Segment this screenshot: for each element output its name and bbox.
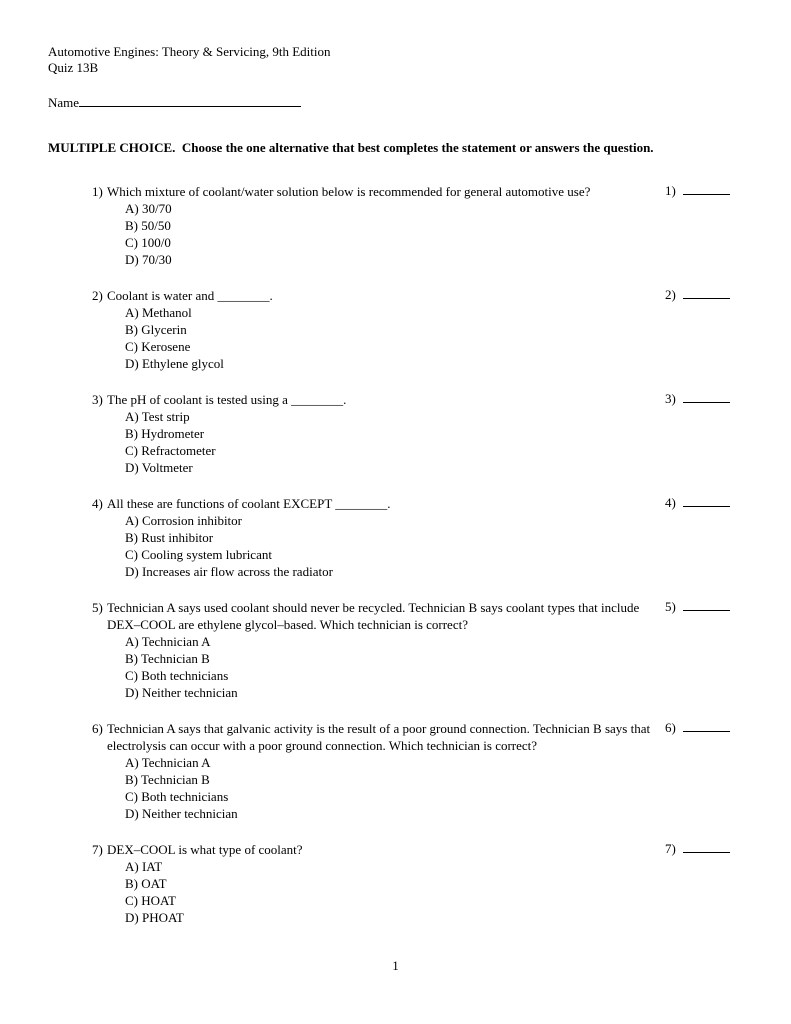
- answer-choice: D) Ethylene glycol: [125, 356, 224, 371]
- question-line: [92, 495, 665, 512]
- answer-choice: D) Neither technician: [125, 806, 238, 821]
- answer-area: [665, 841, 745, 926]
- question-text: Coolant is water and ________.: [107, 288, 273, 303]
- question-line: [92, 720, 665, 754]
- answer-area: [665, 287, 745, 372]
- answer-choice: D) Neither technician: [125, 685, 238, 700]
- question-text: DEX–COOL is what type of coolant?: [107, 842, 303, 857]
- question-block: [92, 391, 745, 476]
- answer-choice: B) OAT: [125, 876, 167, 891]
- answer-blank[interactable]: [683, 720, 730, 732]
- question-block: [92, 495, 745, 580]
- choices-list: [92, 200, 665, 268]
- page-number: 1: [392, 958, 399, 973]
- answer-number: 5): [665, 599, 676, 614]
- question-line: [92, 287, 665, 304]
- answer-choice: C) 100/0: [125, 235, 171, 250]
- answer-area: [665, 599, 745, 701]
- name-row: [48, 94, 745, 111]
- answer-number: 4): [665, 495, 676, 510]
- answer-choice: A) Test strip: [125, 409, 190, 424]
- question-text: The pH of coolant is tested using a ________.: [107, 392, 347, 407]
- question-text: Technician A says that galvanic activity is the result of a poor ground connection. Technician B says that electrolysis can occur with a poor ground connection. Which technician is correct?: [107, 721, 651, 753]
- question-block: [92, 720, 745, 822]
- quiz-number: Quiz 13B: [48, 60, 99, 75]
- answer-choice: C) Both technicians: [125, 668, 229, 683]
- answer-choice: D) 70/30: [125, 252, 172, 267]
- name-input-line[interactable]: [79, 94, 301, 107]
- document-title: Automotive Engines: Theory & Servicing, 9th Edition: [48, 44, 331, 59]
- question-main: [92, 720, 665, 822]
- answer-choice: A) Technician A: [125, 755, 211, 770]
- answer-choice: C) Refractometer: [125, 443, 216, 458]
- question-main: [92, 841, 665, 926]
- answer-choice: B) Hydrometer: [125, 426, 205, 441]
- answer-choice: A) Corrosion inhibitor: [125, 513, 242, 528]
- question-number: 2): [92, 288, 103, 303]
- question-number: 4): [92, 496, 103, 511]
- answer-choice: B) Rust inhibitor: [125, 530, 214, 545]
- answer-choice: B) Technician B: [125, 651, 210, 666]
- question-number: 7): [92, 842, 103, 857]
- instructions-text: MULTIPLE CHOICE. Choose the one alternative that best completes the statement or answers the question.: [48, 140, 654, 155]
- question-number: 6): [92, 721, 103, 736]
- answer-area: [665, 391, 745, 476]
- question-text: Which mixture of coolant/water solution below is recommended for general automotive use?: [107, 184, 591, 199]
- question-line: [92, 183, 665, 200]
- question-number: 3): [92, 392, 103, 407]
- answer-choice: D) Increases air flow across the radiator: [125, 564, 333, 579]
- answer-choice: D) Voltmeter: [125, 460, 193, 475]
- question-line: [92, 391, 665, 408]
- answer-blank[interactable]: [683, 391, 730, 403]
- answer-area: [665, 183, 745, 268]
- question-main: [92, 183, 665, 268]
- answer-choice: D) PHOAT: [125, 910, 184, 925]
- answer-choice: C) Cooling system lubricant: [125, 547, 272, 562]
- answer-number: 1): [665, 183, 676, 198]
- answer-choice: B) Glycerin: [125, 322, 187, 337]
- question-main: [92, 391, 665, 476]
- choices-list: [92, 512, 665, 580]
- choices-list: [92, 754, 665, 822]
- questions-list: [92, 183, 745, 926]
- question-block: [92, 841, 745, 926]
- answer-blank[interactable]: [683, 495, 730, 507]
- question-main: [92, 495, 665, 580]
- question-number: 5): [92, 600, 103, 615]
- choices-list: [92, 633, 665, 701]
- answer-blank[interactable]: [683, 183, 730, 195]
- answer-blank[interactable]: [683, 841, 730, 853]
- answer-choice: B) Technician B: [125, 772, 210, 787]
- question-block: [92, 287, 745, 372]
- answer-choice: C) Kerosene: [125, 339, 191, 354]
- question-main: [92, 287, 665, 372]
- answer-choice: A) IAT: [125, 859, 163, 874]
- question-main: [92, 599, 665, 701]
- question-text: All these are functions of coolant EXCEPT ________.: [107, 496, 391, 511]
- question-line: [92, 841, 665, 858]
- choices-list: [92, 408, 665, 476]
- question-line: [92, 599, 665, 633]
- answer-choice: A) 30/70: [125, 201, 172, 216]
- answer-number: 6): [665, 720, 676, 735]
- name-label: Name: [48, 95, 80, 110]
- question-number: 1): [92, 184, 103, 199]
- answer-blank[interactable]: [683, 599, 730, 611]
- question-block: [92, 599, 745, 701]
- answer-choice: A) Methanol: [125, 305, 192, 320]
- answer-number: 3): [665, 391, 676, 406]
- answer-choice: C) Both technicians: [125, 789, 229, 804]
- choices-list: [92, 304, 665, 372]
- choices-list: [92, 858, 665, 926]
- answer-number: 7): [665, 841, 676, 856]
- answer-choice: C) HOAT: [125, 893, 176, 908]
- question-block: [92, 183, 745, 268]
- document-header: [48, 44, 745, 76]
- question-text: Technician A says used coolant should never be recycled. Technician B says coolant types that include DEX–COOL are ethylene glycol–based. Which technician is correct?: [107, 600, 640, 632]
- answer-choice: A) Technician A: [125, 634, 211, 649]
- answer-area: [665, 720, 745, 822]
- answer-area: [665, 495, 745, 580]
- answer-number: 2): [665, 287, 676, 302]
- answer-choice: B) 50/50: [125, 218, 171, 233]
- answer-blank[interactable]: [683, 287, 730, 299]
